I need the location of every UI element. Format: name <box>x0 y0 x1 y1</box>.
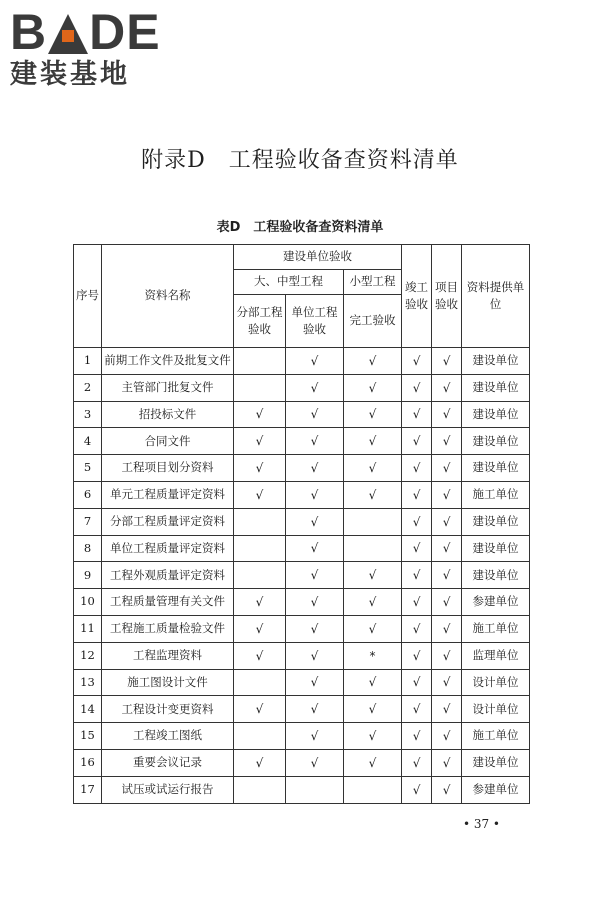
cell-final: √ <box>402 749 432 776</box>
cell-completion: √ <box>344 615 402 642</box>
cell-project: √ <box>432 615 462 642</box>
row-provider: 建设单位 <box>462 455 530 482</box>
page-number: • 37 • <box>462 817 500 831</box>
cell-sub <box>234 535 286 562</box>
row-no: 16 <box>74 749 102 776</box>
row-no: 4 <box>74 428 102 455</box>
appendix-title: 附录D 工程验收备查资料清单 <box>141 148 459 173</box>
cell-sub <box>234 776 286 803</box>
cell-project: √ <box>432 776 462 803</box>
cell-unit: √ <box>286 589 344 616</box>
cell-sub: √ <box>234 589 286 616</box>
cell-final: √ <box>402 508 432 535</box>
header-unit-project: 单位工程验收 <box>286 295 344 348</box>
table-title: 表D 工程验收备查资料清单 <box>216 220 384 235</box>
logo-a-triangle-icon <box>48 14 88 54</box>
table-body <box>74 348 530 804</box>
header-provider: 资料提供单位 <box>462 245 530 348</box>
header-final-acceptance: 竣工验收 <box>402 245 432 348</box>
cell-sub <box>234 508 286 535</box>
cell-project: √ <box>432 696 462 723</box>
header-name: 资料名称 <box>102 245 234 348</box>
cell-unit: √ <box>286 401 344 428</box>
row-no: 3 <box>74 401 102 428</box>
cell-unit: √ <box>286 615 344 642</box>
cell-sub: √ <box>234 642 286 669</box>
cell-project: √ <box>432 348 462 375</box>
cell-completion: √ <box>344 562 402 589</box>
cell-unit: √ <box>286 669 344 696</box>
table-row <box>74 615 530 642</box>
cell-unit: √ <box>286 428 344 455</box>
header-seq: 序号 <box>74 245 102 348</box>
cell-unit: √ <box>286 696 344 723</box>
header-large-medium: 大、中型工程 <box>234 270 344 295</box>
header-sub-project: 分部工程验收 <box>234 295 286 348</box>
row-no: 13 <box>74 669 102 696</box>
row-provider: 建设单位 <box>462 508 530 535</box>
cell-sub: √ <box>234 428 286 455</box>
cell-project: √ <box>432 669 462 696</box>
row-no: 5 <box>74 455 102 482</box>
row-provider: 建设单位 <box>462 749 530 776</box>
cell-unit: √ <box>286 749 344 776</box>
cell-sub <box>234 669 286 696</box>
cell-completion: √ <box>344 723 402 750</box>
table-row <box>74 374 530 401</box>
row-no: 6 <box>74 481 102 508</box>
cell-completion: √ <box>344 401 402 428</box>
cell-project: √ <box>432 589 462 616</box>
row-name: 单位工程质量评定资料 <box>102 535 234 562</box>
brand-logo-subtitle: 建装基地 <box>10 59 130 90</box>
table-row <box>74 428 530 455</box>
table-row <box>74 535 530 562</box>
table-row <box>74 589 530 616</box>
row-name: 工程项目划分资料 <box>102 455 234 482</box>
logo-letter-b: B <box>10 4 48 60</box>
row-name: 工程竣工图纸 <box>102 723 234 750</box>
table-row <box>74 455 530 482</box>
row-provider: 施工单位 <box>462 723 530 750</box>
cell-unit: √ <box>286 642 344 669</box>
cell-completion: √ <box>344 455 402 482</box>
cell-project: √ <box>432 642 462 669</box>
brand-logo <box>10 6 180 91</box>
table-row <box>74 562 530 589</box>
cell-final: √ <box>402 642 432 669</box>
row-name: 招投标文件 <box>102 401 234 428</box>
row-no: 15 <box>74 723 102 750</box>
cell-unit: √ <box>286 535 344 562</box>
row-no: 14 <box>74 696 102 723</box>
row-provider: 监理单位 <box>462 642 530 669</box>
table-row <box>74 723 530 750</box>
cell-final: √ <box>402 669 432 696</box>
cell-completion: * <box>344 642 402 669</box>
header-small: 小型工程 <box>344 270 402 295</box>
cell-completion: √ <box>344 348 402 375</box>
row-name: 施工图设计文件 <box>102 669 234 696</box>
cell-sub: √ <box>234 481 286 508</box>
table-row <box>74 749 530 776</box>
cell-final: √ <box>402 776 432 803</box>
row-no: 8 <box>74 535 102 562</box>
cell-completion: √ <box>344 481 402 508</box>
logo-letters-de: DE <box>89 4 161 60</box>
row-name: 工程设计变更资料 <box>102 696 234 723</box>
cell-completion: √ <box>344 589 402 616</box>
row-provider: 建设单位 <box>462 374 530 401</box>
row-provider: 建设单位 <box>462 428 530 455</box>
table-row <box>74 642 530 669</box>
cell-sub <box>234 374 286 401</box>
table-row <box>74 481 530 508</box>
cell-completion <box>344 776 402 803</box>
cell-project: √ <box>432 374 462 401</box>
cell-project: √ <box>432 535 462 562</box>
header-completion: 完工验收 <box>344 295 402 348</box>
cell-unit: √ <box>286 455 344 482</box>
row-name: 工程质量管理有关文件 <box>102 589 234 616</box>
row-no: 2 <box>74 374 102 401</box>
row-provider: 建设单位 <box>462 562 530 589</box>
cell-final: √ <box>402 374 432 401</box>
row-no: 9 <box>74 562 102 589</box>
cell-project: √ <box>432 508 462 535</box>
row-provider: 建设单位 <box>462 348 530 375</box>
cell-completion <box>344 535 402 562</box>
cell-final: √ <box>402 723 432 750</box>
row-no: 1 <box>74 348 102 375</box>
cell-sub: √ <box>234 401 286 428</box>
cell-project: √ <box>432 401 462 428</box>
row-provider: 参建单位 <box>462 776 530 803</box>
row-name: 工程监理资料 <box>102 642 234 669</box>
row-name: 工程外观质量评定资料 <box>102 562 234 589</box>
cell-final: √ <box>402 401 432 428</box>
cell-final: √ <box>402 589 432 616</box>
row-name: 合同文件 <box>102 428 234 455</box>
cell-unit: √ <box>286 508 344 535</box>
table-row <box>74 669 530 696</box>
acceptance-records-table <box>73 244 530 804</box>
cell-project: √ <box>432 562 462 589</box>
cell-project: √ <box>432 749 462 776</box>
cell-final: √ <box>402 481 432 508</box>
cell-unit <box>286 776 344 803</box>
table-row <box>74 348 530 375</box>
cell-sub <box>234 562 286 589</box>
cell-final: √ <box>402 348 432 375</box>
table-row <box>74 696 530 723</box>
row-provider: 施工单位 <box>462 615 530 642</box>
row-name: 单元工程质量评定资料 <box>102 481 234 508</box>
cell-project: √ <box>432 428 462 455</box>
cell-completion: √ <box>344 669 402 696</box>
cell-sub: √ <box>234 696 286 723</box>
row-no: 12 <box>74 642 102 669</box>
cell-unit: √ <box>286 562 344 589</box>
row-no: 10 <box>74 589 102 616</box>
cell-unit: √ <box>286 481 344 508</box>
row-no: 11 <box>74 615 102 642</box>
table-row <box>74 508 530 535</box>
row-provider: 建设单位 <box>462 535 530 562</box>
cell-unit: √ <box>286 348 344 375</box>
row-name: 重要会议记录 <box>102 749 234 776</box>
cell-completion: √ <box>344 696 402 723</box>
row-name: 试压或试运行报告 <box>102 776 234 803</box>
row-provider: 参建单位 <box>462 589 530 616</box>
cell-final: √ <box>402 615 432 642</box>
cell-final: √ <box>402 562 432 589</box>
row-provider: 设计单位 <box>462 669 530 696</box>
row-name: 主管部门批复文件 <box>102 374 234 401</box>
row-provider: 建设单位 <box>462 401 530 428</box>
row-name: 前期工作文件及批复文件 <box>102 348 234 375</box>
table-row <box>74 776 530 803</box>
header-project-acceptance: 项目验收 <box>432 245 462 348</box>
cell-completion <box>344 508 402 535</box>
cell-unit: √ <box>286 723 344 750</box>
cell-final: √ <box>402 535 432 562</box>
cell-sub: √ <box>234 455 286 482</box>
cell-final: √ <box>402 455 432 482</box>
row-name: 分部工程质量评定资料 <box>102 508 234 535</box>
row-name: 工程施工质量检验文件 <box>102 615 234 642</box>
cell-project: √ <box>432 455 462 482</box>
cell-sub <box>234 348 286 375</box>
cell-completion: √ <box>344 428 402 455</box>
row-no: 17 <box>74 776 102 803</box>
row-provider: 施工单位 <box>462 481 530 508</box>
cell-sub <box>234 723 286 750</box>
cell-final: √ <box>402 428 432 455</box>
row-provider: 设计单位 <box>462 696 530 723</box>
header-construction-unit-acceptance: 建设单位验收 <box>234 245 402 270</box>
cell-project: √ <box>432 481 462 508</box>
table-row <box>74 401 530 428</box>
brand-logo-mark <box>10 4 180 60</box>
cell-completion: √ <box>344 749 402 776</box>
cell-sub: √ <box>234 749 286 776</box>
cell-sub: √ <box>234 615 286 642</box>
cell-completion: √ <box>344 374 402 401</box>
cell-project: √ <box>432 723 462 750</box>
row-no: 7 <box>74 508 102 535</box>
cell-final: √ <box>402 696 432 723</box>
cell-unit: √ <box>286 374 344 401</box>
